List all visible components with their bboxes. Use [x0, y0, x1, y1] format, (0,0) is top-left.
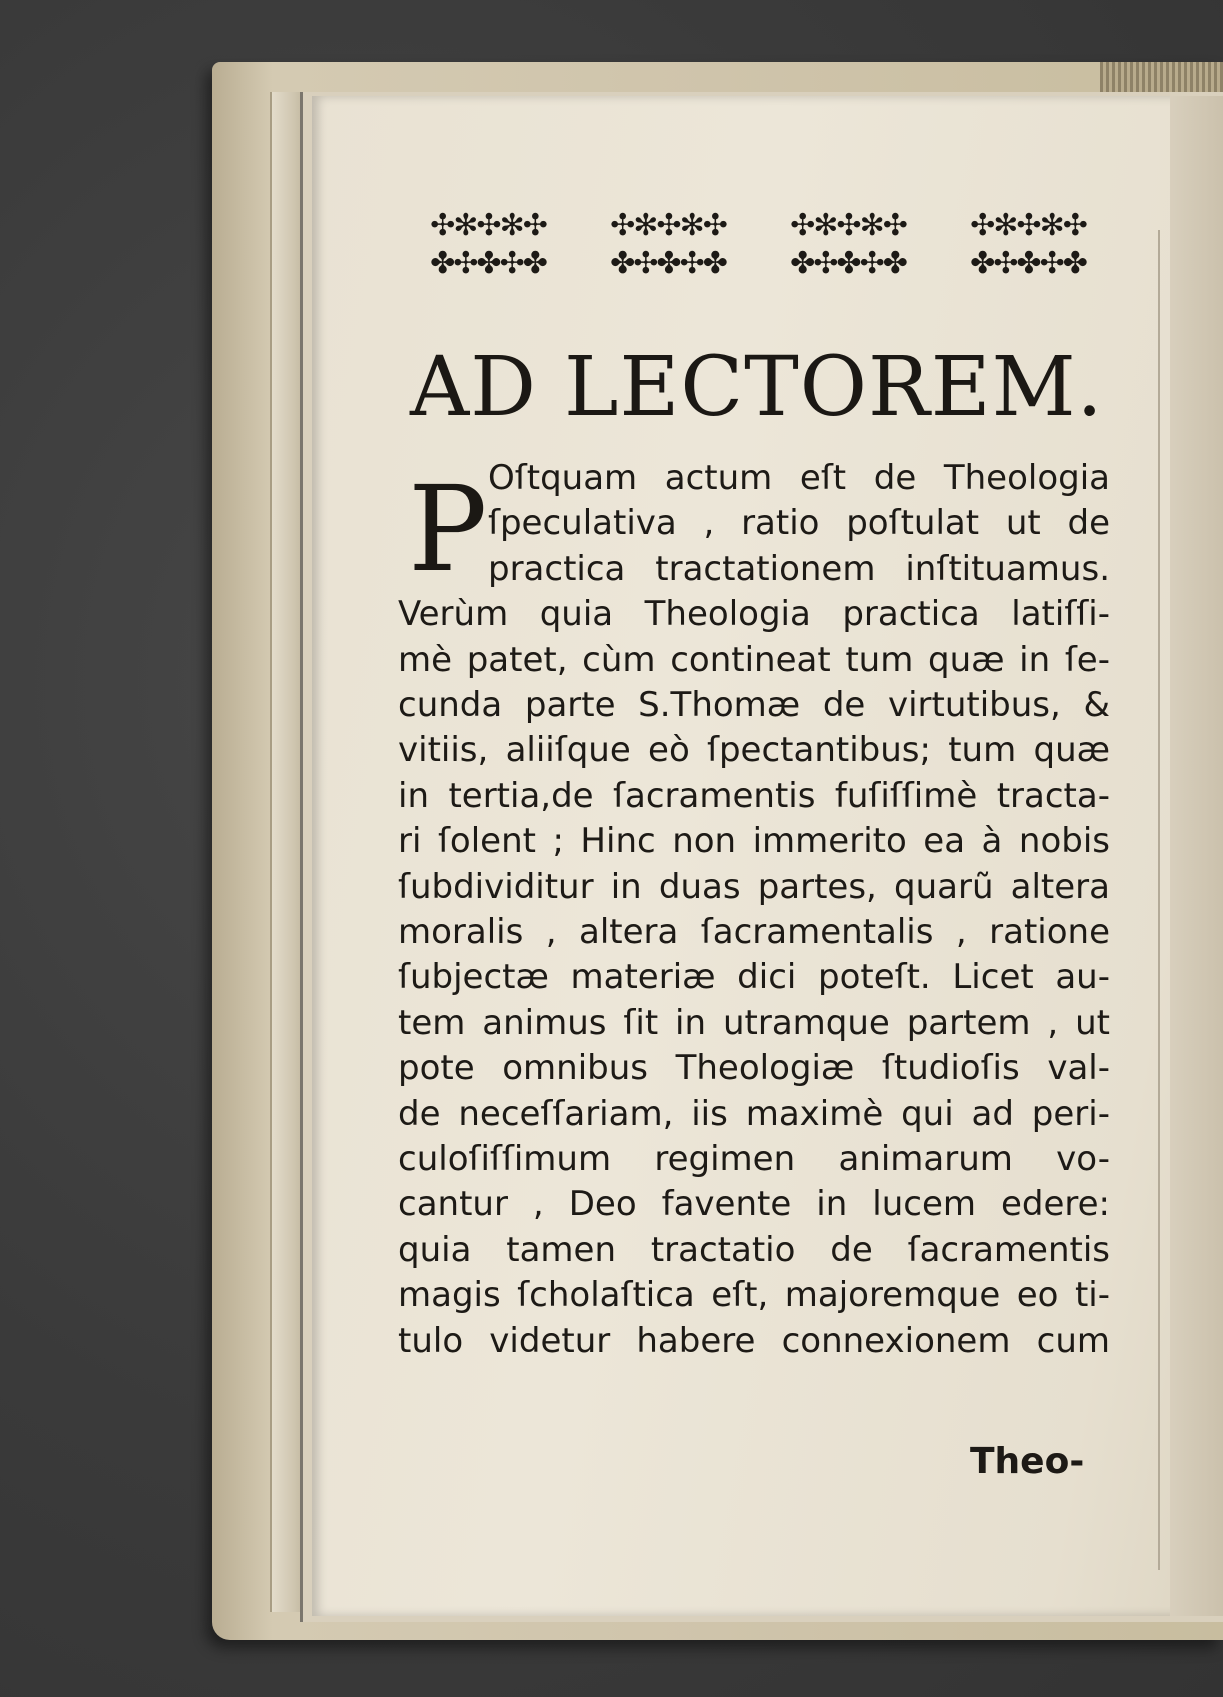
- text-line: Verùm quia Theologia practica latiſſi-: [398, 594, 1110, 635]
- text-line: vitiis, aliiſque eò ſpectantibus; tum quæ: [398, 730, 1110, 771]
- facing-page-edge: [1170, 96, 1223, 1616]
- text-line: ſpeculativa , ratio poſtulat ut de: [488, 503, 1110, 544]
- ornament-row-bottom: ✤✣✤✣✤: [970, 246, 1086, 281]
- ornament-group: [948, 202, 1108, 288]
- ornament-group: [768, 202, 928, 288]
- text-line: cantur , Deo favente in lucem edere:: [398, 1184, 1110, 1225]
- text-line: tem animus ſit in utramque partem , ut: [398, 1002, 1110, 1043]
- ornament-group: [408, 202, 568, 288]
- text-line: magis ſcholaſtica eſt, majoremque eo ti-: [398, 1275, 1110, 1316]
- ornament-row-top: ✣✻✣✻✣: [790, 208, 906, 243]
- catchword: Theo-: [970, 1441, 1085, 1482]
- text-line: Oſtquam actum eſt de Theologia: [488, 458, 1110, 498]
- ornament-row-top: ✣✻✣✻✣: [970, 208, 1086, 243]
- text-line: tulo videtur habere connexionem cum: [398, 1320, 1110, 1361]
- page-title: AD LECTOREM.: [410, 340, 1104, 435]
- ornament-row-bottom: ✤✣✤✣✤: [790, 246, 906, 281]
- ornament-row-bottom: ✤✣✤✣✤: [430, 246, 546, 281]
- ornament-row-top: ✣✻✣✻✣: [610, 208, 726, 243]
- text-line: pote omnibus Theologiæ ſtudioſis val-: [398, 1048, 1110, 1089]
- text-line: quia tamen tractatio de ſacramentis: [398, 1229, 1110, 1270]
- text-line: moralis , altera ſacramentalis , ratione: [398, 912, 1110, 952]
- text-line: de neceſſariam, iis maximè qui ad peri-: [398, 1093, 1110, 1134]
- printer-ornament-band: [408, 202, 1108, 288]
- text-line: ri ſolent ; Hinc non immerito ea à nobis: [398, 821, 1110, 862]
- ornament-row-top: ✣✻✣✻✣: [430, 208, 546, 243]
- gutter-line: [1158, 230, 1160, 1570]
- text-line: ſubdividitur in duas partes, quarũ altera: [398, 866, 1110, 907]
- ornament-group: [588, 202, 748, 288]
- text-line: culoſiſſimum regimen animarum vo-: [398, 1139, 1110, 1179]
- ornament-row-bottom: ✤✣✤✣✤: [610, 246, 726, 281]
- text-line: mè patet, cùm contineat tum quæ in ſe-: [398, 639, 1110, 680]
- text-line: in tertia,de ſacramentis fuſiſſimè tracta-: [398, 775, 1110, 816]
- text-line: ſubjectæ materiæ dici poteſt. Licet au-: [398, 957, 1110, 998]
- drop-cap: P: [408, 460, 488, 598]
- text-line: practica tractationem inſtituamus.: [488, 548, 1110, 589]
- text-line: cunda parte S.Thomæ de virtutibus, &: [398, 685, 1110, 725]
